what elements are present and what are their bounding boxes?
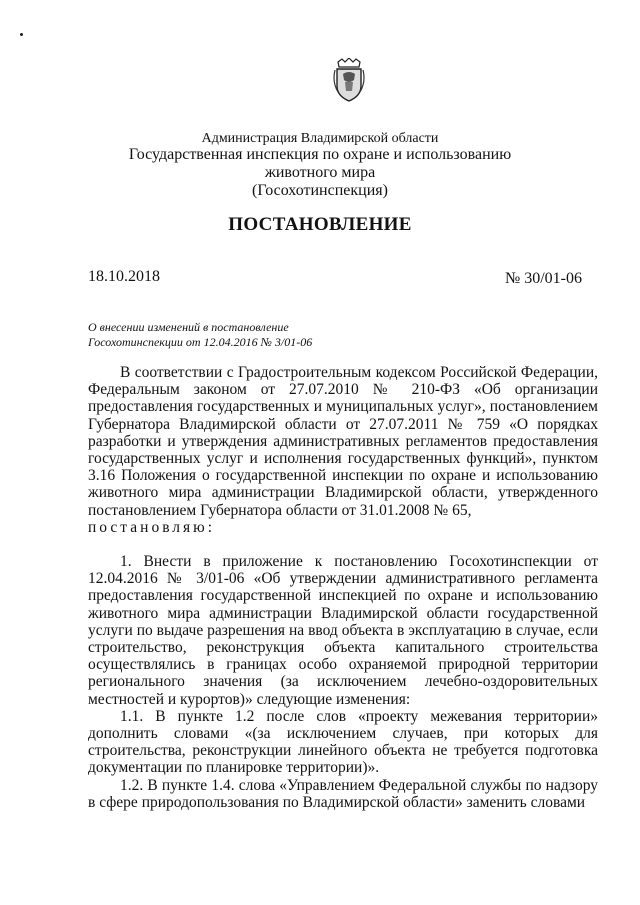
decree-word: постановляю:: [88, 518, 216, 536]
preamble-paragraph: В соответствии с Градостроительным кодексом Российской Федерации, Федеральным законом от 27.07.2010 № 210-ФЗ «Об организации предоставления государственных и муниципальных услуг», постановлением Губернатора Владимирской области от 27.07.2011 № 759 «О порядках разработки и утверждения административных регламентов предоставления государственных услуг и исполнения государственных функций», пунктом 3.16 Положения о государственной инспекции по охране и использованию животного мира администрации Владимирской области, утвержденного постановлением Губернатора области от 31.01.2008 № 65,: [88, 364, 598, 519]
document-date: 18.10.2018: [88, 268, 160, 285]
scan-dot: [20, 33, 23, 36]
document-number: № 30/01-06: [504, 270, 582, 287]
header-animal-world: животного мира: [264, 164, 376, 181]
subject-line-1: О внесении изменений в постановление: [88, 320, 289, 334]
item-1-paragraph: 1. Внести в приложение к постановлению Госохотинспекции от 12.04.2016 № 3/01-06 «Об утверждении административного регламента предоставления государственной инспекцией по охране и использованию животного мира администрации Владимирской области государственной услуги по выдаче разрешения на ввод объекта в эксплуатацию в случае, если строительство, реконструкция объекта капитального строительства осуществлялись в границах особо охраняемой природной территории регионального значения (за исключением лечебно-оздоровительных местностей и курортов)» следующие изменения:: [88, 553, 598, 708]
header-administration: Администрация Владимирской области: [201, 131, 439, 146]
document-body: [88, 364, 598, 811]
coat-of-arms-emblem: [332, 58, 366, 102]
item-1-1-paragraph: 1.1. В пункте 1.2 после слов «проекту межевания территории» дополнить словами «(за исключением случаев, при которых для строительства, реконструкции линейного объекта не требуется подготовка документации по планировке территории)».: [88, 707, 598, 777]
document-subject: [88, 320, 312, 350]
document-title: ПОСТАНОВЛЕНИЕ: [228, 214, 412, 235]
header-inspection: Государственная инспекция по охране и использованию: [128, 146, 512, 163]
item-1-2-paragraph: 1.2. В пункте 1.4. слова «Управлением Федеральной службы по надзору в сфере природопользования по Владимирской области» заменить словами: [88, 776, 598, 811]
header-short-name: (Госохотинспекция): [252, 182, 388, 199]
subject-line-2: Госохотинспекции от 12.04.2016 № 3/01-06: [88, 335, 313, 349]
